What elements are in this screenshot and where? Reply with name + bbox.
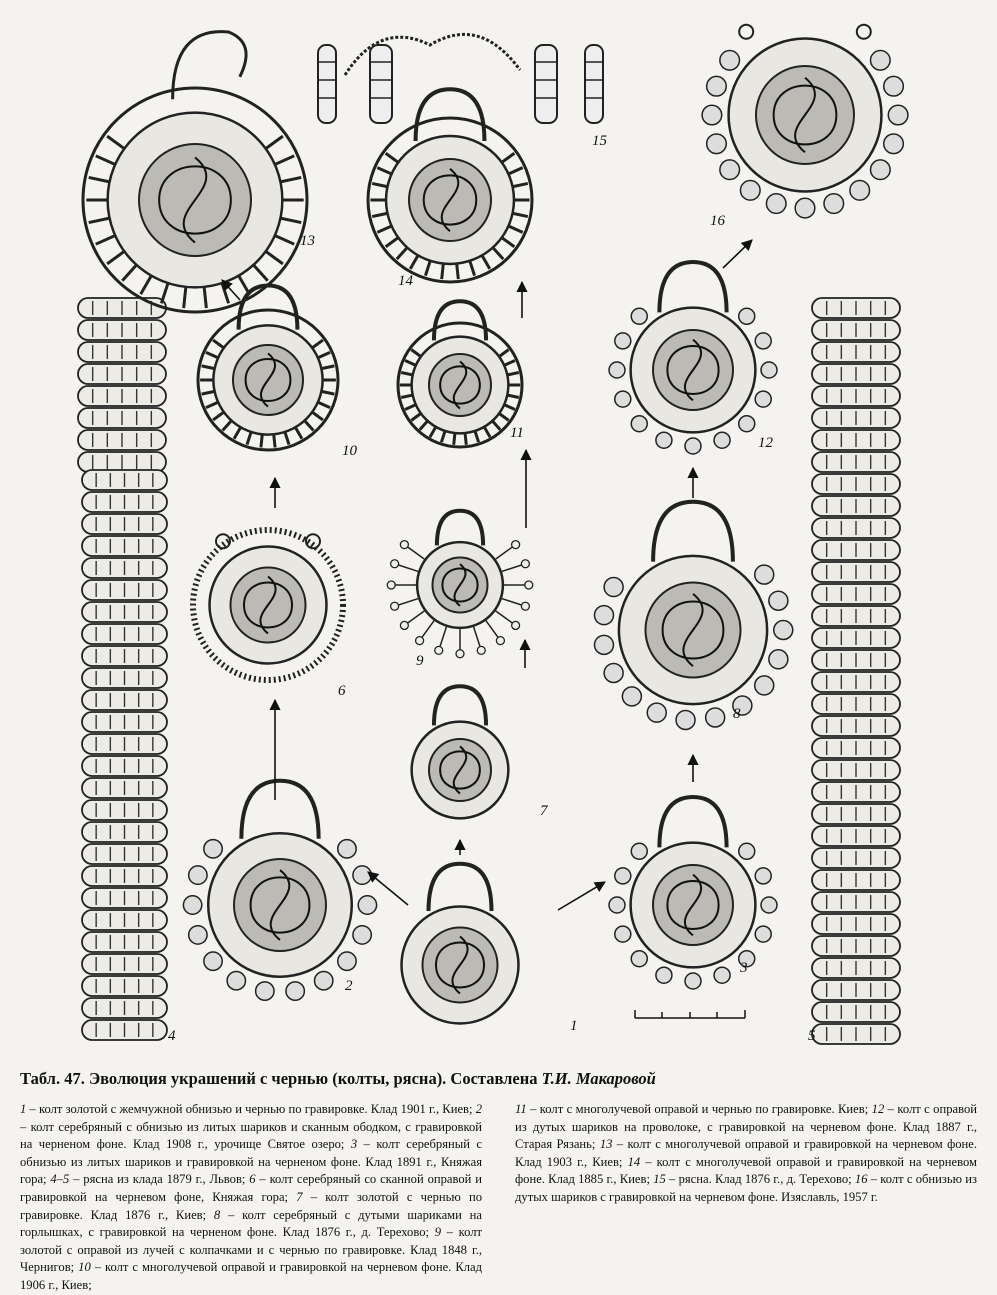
legend-number-3: 3 <box>350 1137 358 1152</box>
colt-11-drawing <box>398 301 522 447</box>
caption-title-text: Табл. 47. Эволюция украшений с чернью (колты, рясна). Составлена <box>20 1069 542 1088</box>
legend-number-10: 10 <box>78 1260 91 1275</box>
item-number-13: 13 <box>300 233 315 249</box>
item-number-6: 6 <box>338 683 346 699</box>
legend-text-14: – колт с многолучевой оправой и гравировкой на черневом фоне. Клад 1885 г., Киев; <box>515 1154 977 1187</box>
legend-text-10: – колт с многолучевой оправой и гравировкой на черневом фоне. Клад 1906 г., Киев; <box>20 1260 483 1292</box>
colt-14-drawing <box>368 89 532 282</box>
colt-8-drawing <box>594 502 792 730</box>
legend-text-9: – колт золотой с оправой из лучей с колпачками и с чернью по гравировке. Клад 1848 г., Чернигов; <box>20 1225 482 1275</box>
legend-number-1: 1 <box>20 1102 27 1116</box>
legend-paragraph <box>20 1101 482 1295</box>
item-number-16: 16 <box>710 213 725 229</box>
legend-paragraph-continued <box>515 1101 977 1207</box>
legend-number-13: 13 <box>599 1137 613 1152</box>
legend-text-8: – колт серебряный с дутыми шариками на горлышках, с гравировкой на черненом фоне. Клад 1876 г., д. Терехово; <box>20 1207 482 1240</box>
legend-number-11: 11 <box>515 1102 527 1116</box>
item-number-14: 14 <box>398 273 413 289</box>
ryasno-4-bottom-chain <box>82 470 167 1040</box>
legend-text-13: – колт с многолучевой оправой и гравировкой на черневом фоне. Клад 1903 г., Киев; <box>515 1137 978 1169</box>
item-number-10: 10 <box>342 443 357 459</box>
legend-number-9: 9 <box>434 1225 441 1240</box>
item-number-7: 7 <box>540 803 548 819</box>
legend-column-right <box>515 1101 977 1207</box>
legend-number-14: 14 <box>627 1154 641 1169</box>
colt-13-drawing <box>83 32 307 312</box>
colt-1-drawing <box>402 864 519 1024</box>
legend-number-7: 7 <box>296 1189 303 1204</box>
legend-number-6: 6 <box>249 1172 256 1187</box>
legend-text-7: – колт золотой с чернью по гравировке. Клад 1876 г., Киев; <box>20 1189 482 1222</box>
legend-number-4–5: 4–5 <box>50 1172 70 1187</box>
ryasno-5-chain <box>812 298 900 1044</box>
legend-text-6: – колт серебряный со сканной оправой и гравировкой на черневом фоне, Княжая гора; <box>20 1172 482 1204</box>
legend-text-11: – колт с многолучевой оправой и чернью по гравировке. Киев; <box>526 1102 872 1116</box>
legend-number-15: 15 <box>653 1172 666 1187</box>
legend-number-2: 2 <box>475 1102 482 1116</box>
colt-2-drawing <box>183 781 376 1000</box>
legend-number-16: 16 <box>854 1172 868 1187</box>
item-number-9: 9 <box>416 653 424 669</box>
colt-16-drawing <box>702 25 908 218</box>
legend-number-8: 8 <box>213 1207 221 1222</box>
legend-text-4–5: – рясна из клада 1879 г., Львов; <box>69 1172 250 1187</box>
ryasno-15-drawing <box>318 34 603 123</box>
legend-text-12: – колт с оправой из дутых шариков на проволоке, с гравировкой на черневом фоне. Клад 1887 г., Старая Рязань; <box>515 1102 978 1152</box>
item-number-3: 3 <box>740 960 748 976</box>
legend-column-left <box>20 1101 482 1295</box>
item-number-8: 8 <box>733 706 741 722</box>
item-number-12: 12 <box>758 435 773 451</box>
legend-text-3: – колт серебряный с обнизью из литых шариков и гравировкой на черненом фоне. Клад 1891 г., Княжая гора; <box>20 1137 482 1187</box>
item-number-15: 15 <box>592 133 607 149</box>
legend-text-15: – рясна. Клад 1876 г., д. Терехово; <box>665 1172 855 1187</box>
item-number-11: 11 <box>510 425 524 441</box>
legend-text-1: – колт золотой с жемчужной обнизью и чернью по гравировке. Клад 1901 г., Киев; <box>26 1102 476 1116</box>
item-number-5: 5 <box>808 1028 816 1044</box>
colt-9-drawing <box>387 511 533 658</box>
item-number-2: 2 <box>345 978 353 994</box>
legend-text-16: – колт с обнизью из дутых шариков с гравировкой на черневом фоне. Изяславль, 1957 г. <box>515 1172 977 1204</box>
legend-text-2: – колт серебряный с обнизью из литых шариков и сканным ободком, с гравировкой на черненом фоне. Клад 1908 г., урочище Святое озеро; <box>20 1119 482 1152</box>
plate-caption-title <box>20 1069 980 1089</box>
colt-3-drawing <box>609 797 777 989</box>
colt-12-drawing <box>609 262 777 454</box>
item-number-1: 1 <box>570 1018 578 1034</box>
caption-author: Т.И. Макаровой <box>541 1069 656 1088</box>
ryasno-4-top-chain <box>78 298 166 472</box>
legend-number-12: 12 <box>871 1102 885 1116</box>
colt-6-drawing <box>193 530 343 680</box>
colt-7-drawing <box>412 686 509 818</box>
scale-bar <box>635 1010 745 1018</box>
item-number-4: 4 <box>168 1028 176 1044</box>
